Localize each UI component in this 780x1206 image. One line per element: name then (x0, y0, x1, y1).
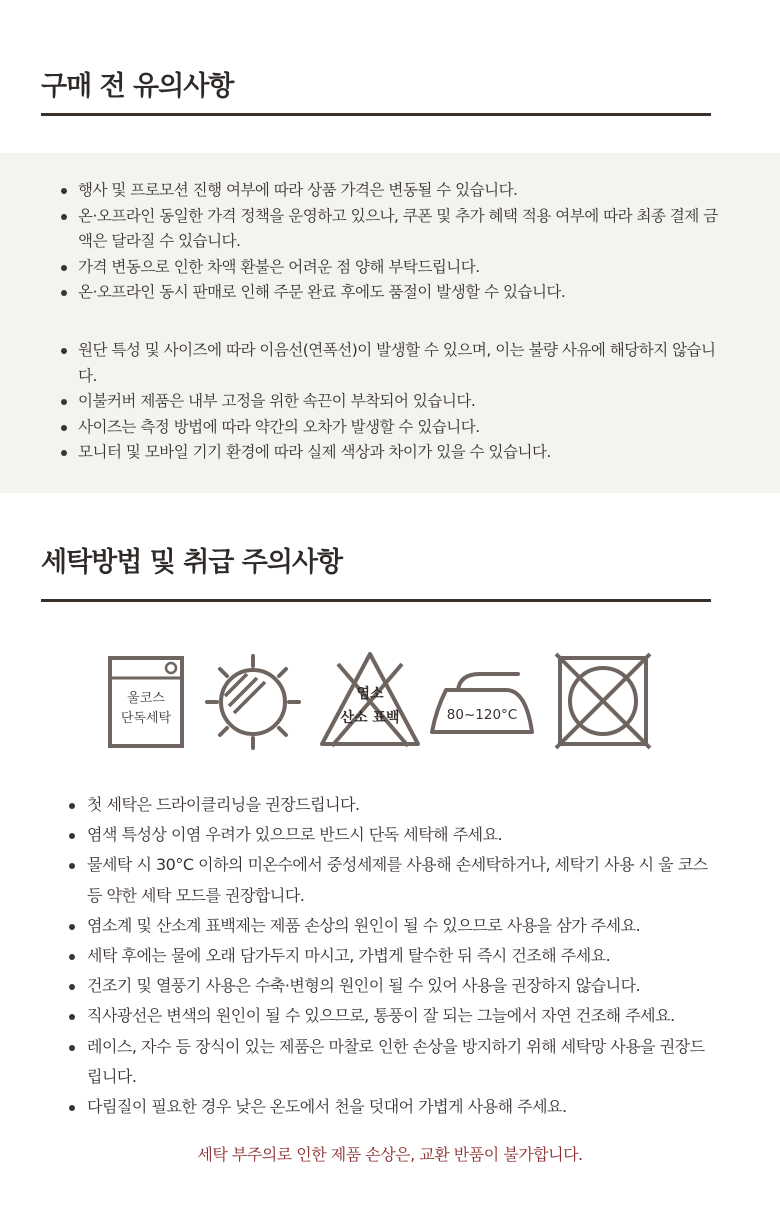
list-item: 행사 및 프로모션 진행 여부에 따라 상품 가격은 변동될 수 있습니다. (60, 178, 720, 204)
no-bleach-icon (317, 650, 423, 750)
purchase-notice-box (0, 153, 780, 493)
wool-course-label: 울코스 (127, 691, 165, 706)
purchase-notice-title: 구매 전 유의사항 (41, 71, 234, 102)
list-item: 건조기 및 열풍기 사용은 수축·변형의 원인이 될 수 있어 사용을 권장하지 않습니다. (68, 971, 718, 1001)
list-item: 사이즈는 측정 방법에 따라 약간의 오차가 발생할 수 있습니다. (60, 415, 720, 441)
list-item: 모니터 및 모바일 기기 환경에 따라 실제 색상과 차이가 있을 수 있습니다. (60, 440, 720, 466)
washing-warning: 세탁 부주의로 인한 제품 손상은, 교환 반품이 불가합니다. (197, 1145, 583, 1164)
notice-list-pricing (60, 178, 720, 306)
no-sun-drying-icon (203, 650, 303, 754)
list-item: 이불커버 제품은 내부 고정을 위한 속끈이 부착되어 있습니다. (60, 389, 720, 415)
care-symbols (0, 650, 780, 754)
list-item: 가격 변동으로 인한 차액 환불은 어려운 점 양해 부탁드립니다. (60, 255, 720, 281)
oxygen-bleach-label: 산소 표백 (340, 710, 400, 726)
iron-temperature-label: 80~120°C (446, 707, 518, 723)
list-item: 세탁 후에는 물에 오래 담가두지 마시고, 가볍게 탈수한 뒤 즉시 건조해 주세요. (68, 941, 718, 971)
list-item: 온·오프라인 동일한 가격 정책을 운영하고 있으나, 쿠폰 및 추가 혜택 적용 여부에 따라 최종 결제 금액은 달라질 수 있습니다. (60, 204, 720, 255)
list-item: 첫 세탁은 드라이클리닝을 권장드립니다. (68, 790, 718, 820)
chlorine-label: 염소 (356, 686, 384, 702)
wash-separately-label: 단독세탁 (120, 711, 172, 726)
list-item: 온·오프라인 동시 판매로 인해 주문 완료 후에도 품절이 발생할 수 있습니다. (60, 280, 720, 306)
title-divider (41, 599, 711, 602)
notice-list-product (60, 338, 720, 466)
list-item: 다림질이 필요한 경우 낮은 온도에서 천을 덧대어 가볍게 사용해 주세요. (68, 1092, 718, 1122)
list-item: 물세탁 시 30°C 이하의 미온수에서 중성세제를 사용해 손세탁하거나, 세탁기 사용 시 울 코스 등 약한 세탁 모드를 권장합니다. (68, 850, 718, 910)
list-item: 원단 특성 및 사이즈에 따라 이음선(연폭선)이 발생할 수 있으며, 이는 불량 사유에 해당하지 않습니다. (60, 338, 720, 389)
wool-wash-icon (107, 650, 187, 750)
list-item: 염소계 및 산소계 표백제는 제품 손상의 원인이 될 수 있으므로 사용을 삼가 주세요. (68, 911, 718, 941)
list-item: 레이스, 자수 등 장식이 있는 제품은 마찰로 인한 손상을 방지하기 위해 세탁망 사용을 권장드립니다. (68, 1032, 718, 1092)
list-item: 직사광선은 변색의 원인이 될 수 있으므로, 통풍이 잘 되는 그늘에서 자연 건조해 주세요. (68, 1001, 718, 1031)
washing-title: 세탁방법 및 취급 주의사항 (41, 547, 343, 578)
title-divider (41, 113, 711, 116)
washing-instructions-list (68, 790, 718, 1122)
no-tumble-dry-icon (554, 650, 652, 750)
iron-icon (426, 650, 540, 750)
list-item: 염색 특성상 이염 우려가 있으므로 반드시 단독 세탁해 주세요. (68, 820, 718, 850)
